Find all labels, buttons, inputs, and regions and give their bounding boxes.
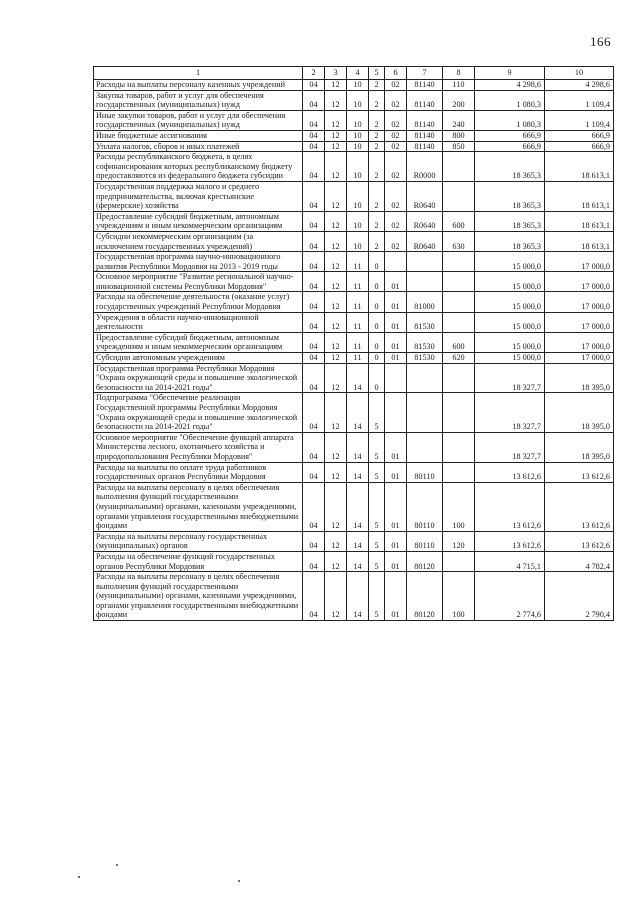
code-column-6: 01 xyxy=(385,551,407,571)
column-header: 7 xyxy=(407,67,443,80)
code-column-6: 02 xyxy=(385,152,407,182)
code-column-5: 2 xyxy=(369,110,385,130)
row-description: Расходы на выплаты персоналу казенных учреждений xyxy=(94,80,303,91)
row-description: Субсидии автономным учреждениям xyxy=(94,353,303,364)
code-column-2: 04 xyxy=(303,141,325,152)
table-row xyxy=(94,272,614,292)
amount-column-9: 15 000,0 xyxy=(475,252,545,272)
table-row xyxy=(94,252,614,272)
amount-column-10: 13 612,6 xyxy=(545,482,614,531)
table-row xyxy=(94,152,614,182)
code-column-3: 12 xyxy=(325,551,347,571)
table-row xyxy=(94,482,614,531)
target-article-code: R0640 xyxy=(407,231,443,251)
code-column-5: 2 xyxy=(369,152,385,182)
code-column-5: 5 xyxy=(369,482,385,531)
amount-column-9: 15 000,0 xyxy=(475,353,545,364)
amount-column-10: 18 395,0 xyxy=(545,432,614,462)
code-column-6: 01 xyxy=(385,312,407,332)
code-column-2: 04 xyxy=(303,110,325,130)
code-column-2: 04 xyxy=(303,272,325,292)
target-article-code: 81000 xyxy=(407,292,443,312)
code-column-6: 01 xyxy=(385,531,407,551)
code-column-6: 02 xyxy=(385,141,407,152)
code-column-2: 04 xyxy=(303,90,325,110)
table-row xyxy=(94,432,614,462)
code-column-6: 01 xyxy=(385,572,407,621)
code-column-5: 2 xyxy=(369,211,385,231)
code-column-5: 5 xyxy=(369,531,385,551)
expense-type-code: 100 xyxy=(443,482,475,531)
code-column-5: 2 xyxy=(369,141,385,152)
amount-column-9: 15 000,0 xyxy=(475,292,545,312)
code-column-3: 12 xyxy=(325,572,347,621)
expense-type-code xyxy=(443,292,475,312)
amount-column-10: 18 613,1 xyxy=(545,181,614,211)
amount-column-9: 4 298,6 xyxy=(475,80,545,91)
code-column-5: 5 xyxy=(369,572,385,621)
code-column-6: 02 xyxy=(385,80,407,91)
amount-column-10: 18 613,1 xyxy=(545,231,614,251)
column-header: 9 xyxy=(475,67,545,80)
amount-column-9: 15 000,0 xyxy=(475,332,545,352)
code-column-4: 10 xyxy=(347,90,369,110)
code-column-3: 12 xyxy=(325,90,347,110)
code-column-4: 11 xyxy=(347,353,369,364)
row-description: Расходы республиканского бюджета, в целях софинансирования которых республиканскому бюджету предоставляются из федерального бюджета субсидии xyxy=(94,152,303,182)
target-article-code xyxy=(407,252,443,272)
column-header: 6 xyxy=(385,67,407,80)
target-article-code: 80110 xyxy=(407,462,443,482)
code-column-3: 12 xyxy=(325,353,347,364)
amount-column-10: 13 612,6 xyxy=(545,462,614,482)
code-column-6 xyxy=(385,393,407,432)
expense-type-code: 620 xyxy=(443,353,475,364)
amount-column-9: 2 774,6 xyxy=(475,572,545,621)
amount-column-9: 18 327,7 xyxy=(475,393,545,432)
code-column-6 xyxy=(385,363,407,393)
table-row xyxy=(94,551,614,571)
amount-column-9: 18 327,7 xyxy=(475,363,545,393)
expense-type-code: 600 xyxy=(443,211,475,231)
code-column-2: 04 xyxy=(303,181,325,211)
code-column-6: 02 xyxy=(385,110,407,130)
code-column-2: 04 xyxy=(303,572,325,621)
target-article-code: 80110 xyxy=(407,531,443,551)
code-column-3: 12 xyxy=(325,272,347,292)
code-column-4: 10 xyxy=(347,152,369,182)
table-row xyxy=(94,312,614,332)
code-column-5: 0 xyxy=(369,292,385,312)
amount-column-10: 17 000,0 xyxy=(545,332,614,352)
code-column-4: 10 xyxy=(347,211,369,231)
target-article-code xyxy=(407,363,443,393)
row-description: Расходы на выплаты персоналу в целях обеспечения выполнения функций государственными (муниципальными) органами, казенными учреждениями, органами управления государственными внебюджетными фондами xyxy=(94,572,303,621)
code-column-3: 12 xyxy=(325,231,347,251)
row-description: Подпрограмма "Обеспечение реализации Государственной программы Республики Мордовия "Охрана окружающей среды и повышение экологической безопасности на 2014-2021 годы" xyxy=(94,393,303,432)
code-column-2: 04 xyxy=(303,211,325,231)
code-column-3: 12 xyxy=(325,312,347,332)
row-description: Государственная поддержка малого и среднего предпринимательства, включая крестьянские (фермерские) хозяйства xyxy=(94,181,303,211)
amount-column-9: 13 612,6 xyxy=(475,531,545,551)
expense-type-code xyxy=(443,272,475,292)
code-column-5: 5 xyxy=(369,551,385,571)
code-column-2: 04 xyxy=(303,393,325,432)
page-number: 166 xyxy=(590,34,611,49)
code-column-3: 12 xyxy=(325,531,347,551)
code-column-2: 04 xyxy=(303,531,325,551)
table-row xyxy=(94,393,614,432)
code-column-6: 01 xyxy=(385,272,407,292)
budget-table xyxy=(93,66,614,621)
code-column-4: 14 xyxy=(347,531,369,551)
amount-column-10: 666,9 xyxy=(545,141,614,152)
code-column-4: 11 xyxy=(347,312,369,332)
table-row xyxy=(94,531,614,551)
code-column-5: 0 xyxy=(369,312,385,332)
code-column-3: 12 xyxy=(325,393,347,432)
amount-column-9: 18 365,3 xyxy=(475,231,545,251)
code-column-5: 5 xyxy=(369,462,385,482)
scan-speck xyxy=(78,876,80,878)
target-article-code: 81140 xyxy=(407,110,443,130)
row-description: Расходы на обеспечение функций государственных органов Республики Мордовия xyxy=(94,551,303,571)
expense-type-code xyxy=(443,462,475,482)
target-article-code: 80120 xyxy=(407,551,443,571)
table-body xyxy=(94,80,614,621)
code-column-5: 2 xyxy=(369,231,385,251)
table-row xyxy=(94,332,614,352)
target-article-code xyxy=(407,393,443,432)
amount-column-9: 1 080,3 xyxy=(475,110,545,130)
amount-column-10: 17 000,0 xyxy=(545,292,614,312)
code-column-3: 12 xyxy=(325,130,347,141)
amount-column-10: 4 782,4 xyxy=(545,551,614,571)
code-column-5: 2 xyxy=(369,90,385,110)
amount-column-9: 666,9 xyxy=(475,141,545,152)
code-column-3: 12 xyxy=(325,211,347,231)
code-column-3: 12 xyxy=(325,363,347,393)
row-description: Предоставление субсидий бюджетным, автономным учреждениям и иным некоммерческим организациям xyxy=(94,211,303,231)
amount-column-10: 18 613,1 xyxy=(545,211,614,231)
code-column-4: 11 xyxy=(347,292,369,312)
code-column-3: 12 xyxy=(325,292,347,312)
expense-type-code xyxy=(443,181,475,211)
target-article-code: R0000 xyxy=(407,152,443,182)
row-description: Предоставление субсидий бюджетным, автономным учреждениям и иным некоммерческим организациям xyxy=(94,332,303,352)
code-column-3: 12 xyxy=(325,482,347,531)
amount-column-9: 18 365,3 xyxy=(475,152,545,182)
column-header: 2 xyxy=(303,67,325,80)
row-description: Основное мероприятие "Развитие региональной научно-инновационной системы Республики Мордовия" xyxy=(94,272,303,292)
amount-column-10: 666,9 xyxy=(545,130,614,141)
expense-type-code: 110 xyxy=(443,80,475,91)
amount-column-9: 13 612,6 xyxy=(475,482,545,531)
code-column-3: 12 xyxy=(325,152,347,182)
table-header-row xyxy=(94,67,614,80)
code-column-3: 12 xyxy=(325,332,347,352)
code-column-6: 01 xyxy=(385,292,407,312)
expense-type-code: 100 xyxy=(443,572,475,621)
code-column-5: 0 xyxy=(369,363,385,393)
code-column-2: 04 xyxy=(303,80,325,91)
column-header: 4 xyxy=(347,67,369,80)
code-column-2: 04 xyxy=(303,252,325,272)
target-article-code: 81530 xyxy=(407,332,443,352)
row-description: Основное мероприятие "Обеспечение функций аппарата Министерства лесного, охотничьего хозяйства и природопользования Республики Мордовия" xyxy=(94,432,303,462)
target-article-code: 80110 xyxy=(407,482,443,531)
row-description: Иные закупки товаров, работ и услуг для обеспечения государственных (муниципальных) нужд xyxy=(94,110,303,130)
row-description: Расходы на выплаты по оплате труда работников государственных органов Республики Мордовия xyxy=(94,462,303,482)
target-article-code: R0640 xyxy=(407,181,443,211)
target-article-code: 81530 xyxy=(407,353,443,364)
table-row xyxy=(94,130,614,141)
amount-column-9: 15 000,0 xyxy=(475,272,545,292)
code-column-5: 5 xyxy=(369,432,385,462)
code-column-2: 04 xyxy=(303,462,325,482)
table-row xyxy=(94,363,614,393)
code-column-2: 04 xyxy=(303,551,325,571)
row-description: Уплата налогов, сборов и иных платежей xyxy=(94,141,303,152)
row-description: Государственная программа Республики Мордовия "Охрана окружающей среды и повышение экологической безопасности на 2014-2021 годы" xyxy=(94,363,303,393)
code-column-6 xyxy=(385,252,407,272)
expense-type-code xyxy=(443,363,475,393)
code-column-4: 14 xyxy=(347,482,369,531)
expense-type-code: 800 xyxy=(443,130,475,141)
target-article-code: 81140 xyxy=(407,80,443,91)
table-row xyxy=(94,110,614,130)
code-column-6: 02 xyxy=(385,211,407,231)
row-description: Учреждения в области научно-инновационной деятельности xyxy=(94,312,303,332)
code-column-5: 0 xyxy=(369,353,385,364)
amount-column-10: 18 395,0 xyxy=(545,363,614,393)
code-column-4: 14 xyxy=(347,551,369,571)
code-column-3: 12 xyxy=(325,80,347,91)
row-description: Иные бюджетные ассигнования xyxy=(94,130,303,141)
column-header: 8 xyxy=(443,67,475,80)
code-column-6: 01 xyxy=(385,432,407,462)
row-description: Расходы на обеспечение деятельности (оказание услуг) государственных учреждений Республики Мордовия xyxy=(94,292,303,312)
column-header: 3 xyxy=(325,67,347,80)
expense-type-code: 240 xyxy=(443,110,475,130)
amount-column-10: 18 613,1 xyxy=(545,152,614,182)
table-row xyxy=(94,80,614,91)
expense-type-code: 630 xyxy=(443,231,475,251)
expense-type-code xyxy=(443,252,475,272)
code-column-2: 04 xyxy=(303,432,325,462)
table-row xyxy=(94,181,614,211)
code-column-5: 2 xyxy=(369,80,385,91)
expense-type-code xyxy=(443,312,475,332)
table-row xyxy=(94,211,614,231)
code-column-4: 11 xyxy=(347,252,369,272)
code-column-2: 04 xyxy=(303,353,325,364)
target-article-code: 81140 xyxy=(407,90,443,110)
code-column-5: 0 xyxy=(369,332,385,352)
table-row xyxy=(94,462,614,482)
code-column-4: 14 xyxy=(347,432,369,462)
amount-column-9: 13 612,6 xyxy=(475,462,545,482)
code-column-2: 04 xyxy=(303,363,325,393)
target-article-code: 81140 xyxy=(407,141,443,152)
column-header: 10 xyxy=(545,67,614,80)
scan-speck xyxy=(116,864,118,866)
code-column-2: 04 xyxy=(303,312,325,332)
amount-column-9: 666,9 xyxy=(475,130,545,141)
code-column-6: 01 xyxy=(385,462,407,482)
expense-type-code: 600 xyxy=(443,332,475,352)
amount-column-10: 17 000,0 xyxy=(545,252,614,272)
code-column-5: 2 xyxy=(369,130,385,141)
expense-type-code xyxy=(443,432,475,462)
code-column-4: 14 xyxy=(347,363,369,393)
amount-column-10: 2 790,4 xyxy=(545,572,614,621)
code-column-4: 14 xyxy=(347,462,369,482)
row-description: Расходы на выплаты персоналу в целях обеспечения выполнения функций государственными (муниципальными) органами, казенными учреждениями, органами управления государственными внебюджетными фондами xyxy=(94,482,303,531)
table-row xyxy=(94,353,614,364)
code-column-2: 04 xyxy=(303,152,325,182)
amount-column-10: 18 395,0 xyxy=(545,393,614,432)
amount-column-9: 4 715,1 xyxy=(475,551,545,571)
amount-column-10: 13 612,6 xyxy=(545,531,614,551)
row-description: Государственная программа научно-инновационного развития Республики Мордовия на 2013 - 2019 годы xyxy=(94,252,303,272)
amount-column-9: 18 365,3 xyxy=(475,181,545,211)
code-column-5: 2 xyxy=(369,181,385,211)
code-column-6: 02 xyxy=(385,231,407,251)
code-column-6: 01 xyxy=(385,353,407,364)
code-column-5: 0 xyxy=(369,272,385,292)
table-row xyxy=(94,90,614,110)
code-column-4: 11 xyxy=(347,272,369,292)
table-row xyxy=(94,141,614,152)
code-column-6: 01 xyxy=(385,482,407,531)
amount-column-10: 1 109,4 xyxy=(545,110,614,130)
code-column-4: 10 xyxy=(347,141,369,152)
row-description: Закупка товаров, работ и услуг для обеспечения государственных (муниципальных) нужд xyxy=(94,90,303,110)
column-header: 1 xyxy=(94,67,303,80)
target-article-code: R0640 xyxy=(407,211,443,231)
expense-type-code xyxy=(443,152,475,182)
row-description: Субсидии некоммерческим организациям (за исключением государственных учреждений) xyxy=(94,231,303,251)
code-column-3: 12 xyxy=(325,141,347,152)
code-column-3: 12 xyxy=(325,462,347,482)
amount-column-9: 18 327,7 xyxy=(475,432,545,462)
expense-type-code xyxy=(443,393,475,432)
row-description: Расходы на выплаты персоналу государственных (муниципальных) органов xyxy=(94,531,303,551)
code-column-2: 04 xyxy=(303,482,325,531)
expense-type-code: 850 xyxy=(443,141,475,152)
code-column-6: 02 xyxy=(385,181,407,211)
code-column-2: 04 xyxy=(303,231,325,251)
table-row xyxy=(94,572,614,621)
target-article-code: 80120 xyxy=(407,572,443,621)
amount-column-10: 1 109,4 xyxy=(545,90,614,110)
code-column-4: 14 xyxy=(347,393,369,432)
amount-column-9: 18 365,3 xyxy=(475,211,545,231)
target-article-code: 81140 xyxy=(407,130,443,141)
amount-column-10: 17 000,0 xyxy=(545,353,614,364)
budget-table-container xyxy=(93,66,613,621)
code-column-3: 12 xyxy=(325,110,347,130)
code-column-6: 01 xyxy=(385,332,407,352)
expense-type-code xyxy=(443,551,475,571)
code-column-4: 10 xyxy=(347,231,369,251)
code-column-5: 5 xyxy=(369,393,385,432)
expense-type-code: 120 xyxy=(443,531,475,551)
code-column-4: 10 xyxy=(347,130,369,141)
code-column-4: 10 xyxy=(347,80,369,91)
code-column-2: 04 xyxy=(303,292,325,312)
scan-speck xyxy=(238,880,240,882)
code-column-2: 04 xyxy=(303,332,325,352)
amount-column-10: 17 000,0 xyxy=(545,312,614,332)
code-column-6: 02 xyxy=(385,130,407,141)
amount-column-9: 1 080,3 xyxy=(475,90,545,110)
target-article-code xyxy=(407,272,443,292)
code-column-4: 14 xyxy=(347,572,369,621)
table-row xyxy=(94,231,614,251)
code-column-2: 04 xyxy=(303,130,325,141)
amount-column-9: 15 000,0 xyxy=(475,312,545,332)
code-column-3: 12 xyxy=(325,432,347,462)
code-column-6: 02 xyxy=(385,90,407,110)
code-column-3: 12 xyxy=(325,181,347,211)
amount-column-10: 17 000,0 xyxy=(545,272,614,292)
code-column-4: 10 xyxy=(347,110,369,130)
code-column-5: 0 xyxy=(369,252,385,272)
code-column-4: 11 xyxy=(347,332,369,352)
expense-type-code: 200 xyxy=(443,90,475,110)
column-header: 5 xyxy=(369,67,385,80)
amount-column-10: 4 298,6 xyxy=(545,80,614,91)
target-article-code: 81530 xyxy=(407,312,443,332)
table-row xyxy=(94,292,614,312)
code-column-3: 12 xyxy=(325,252,347,272)
code-column-4: 10 xyxy=(347,181,369,211)
target-article-code xyxy=(407,432,443,462)
